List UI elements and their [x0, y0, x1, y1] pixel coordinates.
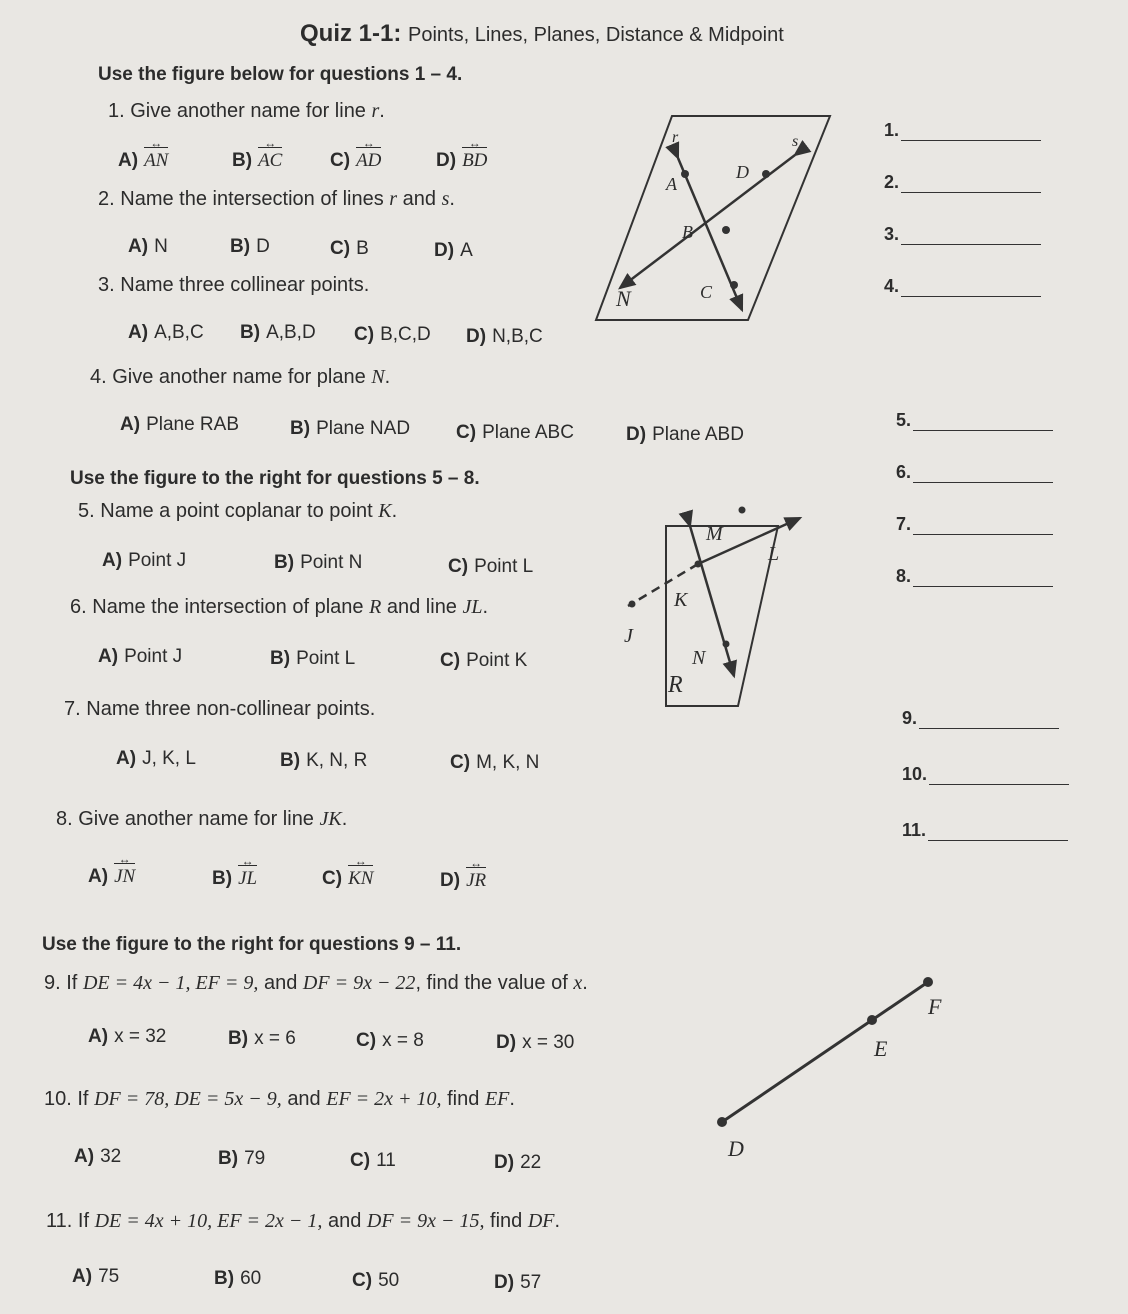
question-4: 4. Give another name for plane N.: [90, 366, 391, 388]
label-M: M: [706, 523, 723, 545]
question-3: 3. Name three collinear points.: [98, 274, 370, 296]
question-8: 8. Give another name for line JK.: [56, 808, 348, 830]
q10-option-d[interactable]: D) 22: [494, 1152, 542, 1173]
section-2-instructions: Use the figure to the right for questions 5 – 8.: [70, 468, 480, 489]
line-jk-hidden: [628, 564, 698, 606]
q9-option-b[interactable]: B) x = 6: [228, 1028, 296, 1049]
answer-blank-8[interactable]: 8.: [896, 566, 1053, 587]
label-R: R: [668, 672, 683, 698]
q4-option-a[interactable]: A) Plane RAB: [120, 414, 240, 435]
q9-option-d[interactable]: D) x = 30: [496, 1032, 575, 1053]
q3-option-a[interactable]: A) A,B,C: [128, 322, 204, 343]
q1-option-d[interactable]: D) BD ↔: [436, 150, 487, 172]
label-D: D: [728, 1136, 744, 1161]
q1-option-b[interactable]: B) AC ↔: [232, 150, 282, 172]
q2-option-d[interactable]: D) A: [434, 240, 473, 261]
q2-option-b[interactable]: B) D: [230, 236, 270, 257]
q1-option-a[interactable]: A) AN ↔: [118, 150, 168, 172]
q6-option-a[interactable]: A) Point J: [98, 646, 183, 667]
label-E: E: [874, 1036, 888, 1061]
q7-option-b[interactable]: B) K, N, R: [280, 750, 368, 771]
q7-option-c[interactable]: C) M, K, N: [450, 752, 540, 773]
question-2: 2. Name the intersection of lines r and s.: [98, 188, 455, 210]
question-7: 7. Name three non-collinear points.: [64, 698, 376, 720]
page-subtitle: Points, Lines, Planes, Distance & Midpoint: [408, 24, 784, 46]
answer-blank-10[interactable]: 10.: [902, 764, 1069, 785]
q8-option-a[interactable]: A) JN ↔: [88, 866, 135, 888]
q5-option-c[interactable]: C) Point L: [448, 556, 534, 577]
question-9: 9. If DE = 4x − 1, EF = 9, and DF = 9x − 22, find the value of x.: [44, 972, 588, 994]
q8-option-d[interactable]: D) JR ↔: [440, 870, 486, 892]
label-F: F: [928, 994, 942, 1019]
question-5: 5. Name a point coplanar to point K.: [78, 500, 398, 522]
label-B: B: [682, 222, 693, 242]
q10-option-c[interactable]: C) 11: [350, 1150, 396, 1171]
label-s: s: [792, 133, 799, 150]
label-L: L: [768, 543, 780, 565]
answer-blank-2[interactable]: 2.: [884, 172, 1041, 193]
answer-blank-7[interactable]: 7.: [896, 514, 1053, 535]
label-J: J: [624, 625, 633, 647]
label-N: N: [692, 647, 706, 669]
q10-option-b[interactable]: B) 79: [218, 1148, 266, 1169]
q7-option-a[interactable]: A) J, K, L: [116, 748, 196, 769]
answer-blank-11[interactable]: 11.: [902, 820, 1068, 841]
q11-option-c[interactable]: C) 50: [352, 1270, 400, 1291]
q11-option-b[interactable]: B) 60: [214, 1268, 262, 1289]
question-11: 11. If DE = 4x + 10, EF = 2x − 1, and DF = 9x − 15, find DF.: [46, 1210, 561, 1232]
q3-option-b[interactable]: B) A,B,D: [240, 322, 316, 343]
label-N: N: [616, 286, 631, 311]
q11-option-d[interactable]: D) 57: [494, 1272, 542, 1293]
question-10: 10. If DF = 78, DE = 5x − 9, and EF = 2x + 10, find EF.: [44, 1088, 515, 1110]
q4-option-c[interactable]: C) Plane ABC: [456, 422, 574, 443]
answer-blank-1[interactable]: 1.: [884, 120, 1041, 141]
q9-option-c[interactable]: C) x = 8: [356, 1030, 424, 1051]
q4-option-b[interactable]: B) Plane NAD: [290, 418, 411, 439]
label-r: r: [672, 129, 679, 146]
q5-option-b[interactable]: B) Point N: [274, 552, 363, 573]
answer-blank-3[interactable]: 3.: [884, 224, 1041, 245]
q3-option-d[interactable]: D) N,B,C: [466, 326, 543, 347]
q3-option-c[interactable]: C) B,C,D: [354, 324, 431, 345]
segment-df: [722, 982, 928, 1122]
answer-blank-5[interactable]: 5.: [896, 410, 1053, 431]
question-6: 6. Name the intersection of plane R and line JL.: [70, 596, 489, 618]
figure-segment-df: [700, 970, 960, 1170]
answer-blank-9[interactable]: 9.: [902, 708, 1059, 729]
page-title: Quiz 1-1: Points, Lines, Planes, Distance & Midpoint: [300, 20, 784, 47]
q11-option-a[interactable]: A) 75: [72, 1266, 120, 1287]
q9-option-a[interactable]: A) x = 32: [88, 1026, 167, 1047]
q6-option-c[interactable]: C) Point K: [440, 650, 528, 671]
q2-option-c[interactable]: C) B: [330, 238, 369, 259]
q2-option-a[interactable]: A) N: [128, 236, 168, 257]
q4-option-d[interactable]: D) Plane ABD: [626, 424, 744, 445]
q10-option-a[interactable]: A) 32: [74, 1146, 122, 1167]
label-K: K: [674, 589, 688, 611]
label-A: A: [666, 174, 677, 194]
q6-option-b[interactable]: B) Point L: [270, 648, 356, 669]
answer-blank-6[interactable]: 6.: [896, 462, 1053, 483]
section-3-instructions: Use the figure to the right for questions 9 – 11.: [42, 934, 462, 955]
answer-blank-4[interactable]: 4.: [884, 276, 1041, 297]
label-D: D: [736, 162, 749, 182]
figure-plane-r: [610, 496, 825, 718]
label-C: C: [700, 282, 713, 302]
q8-option-c[interactable]: C) KN ↔: [322, 868, 373, 890]
q8-option-b[interactable]: B) JL ↔: [212, 868, 257, 890]
q1-option-c[interactable]: C) AD ↔: [330, 150, 381, 172]
section-1-instructions: Use the figure below for questions 1 – 4.: [98, 64, 463, 85]
question-1: 1. Give another name for line r.: [108, 100, 385, 122]
q5-option-a[interactable]: A) Point J: [102, 550, 187, 571]
figure-lines-r-s: [590, 110, 840, 335]
